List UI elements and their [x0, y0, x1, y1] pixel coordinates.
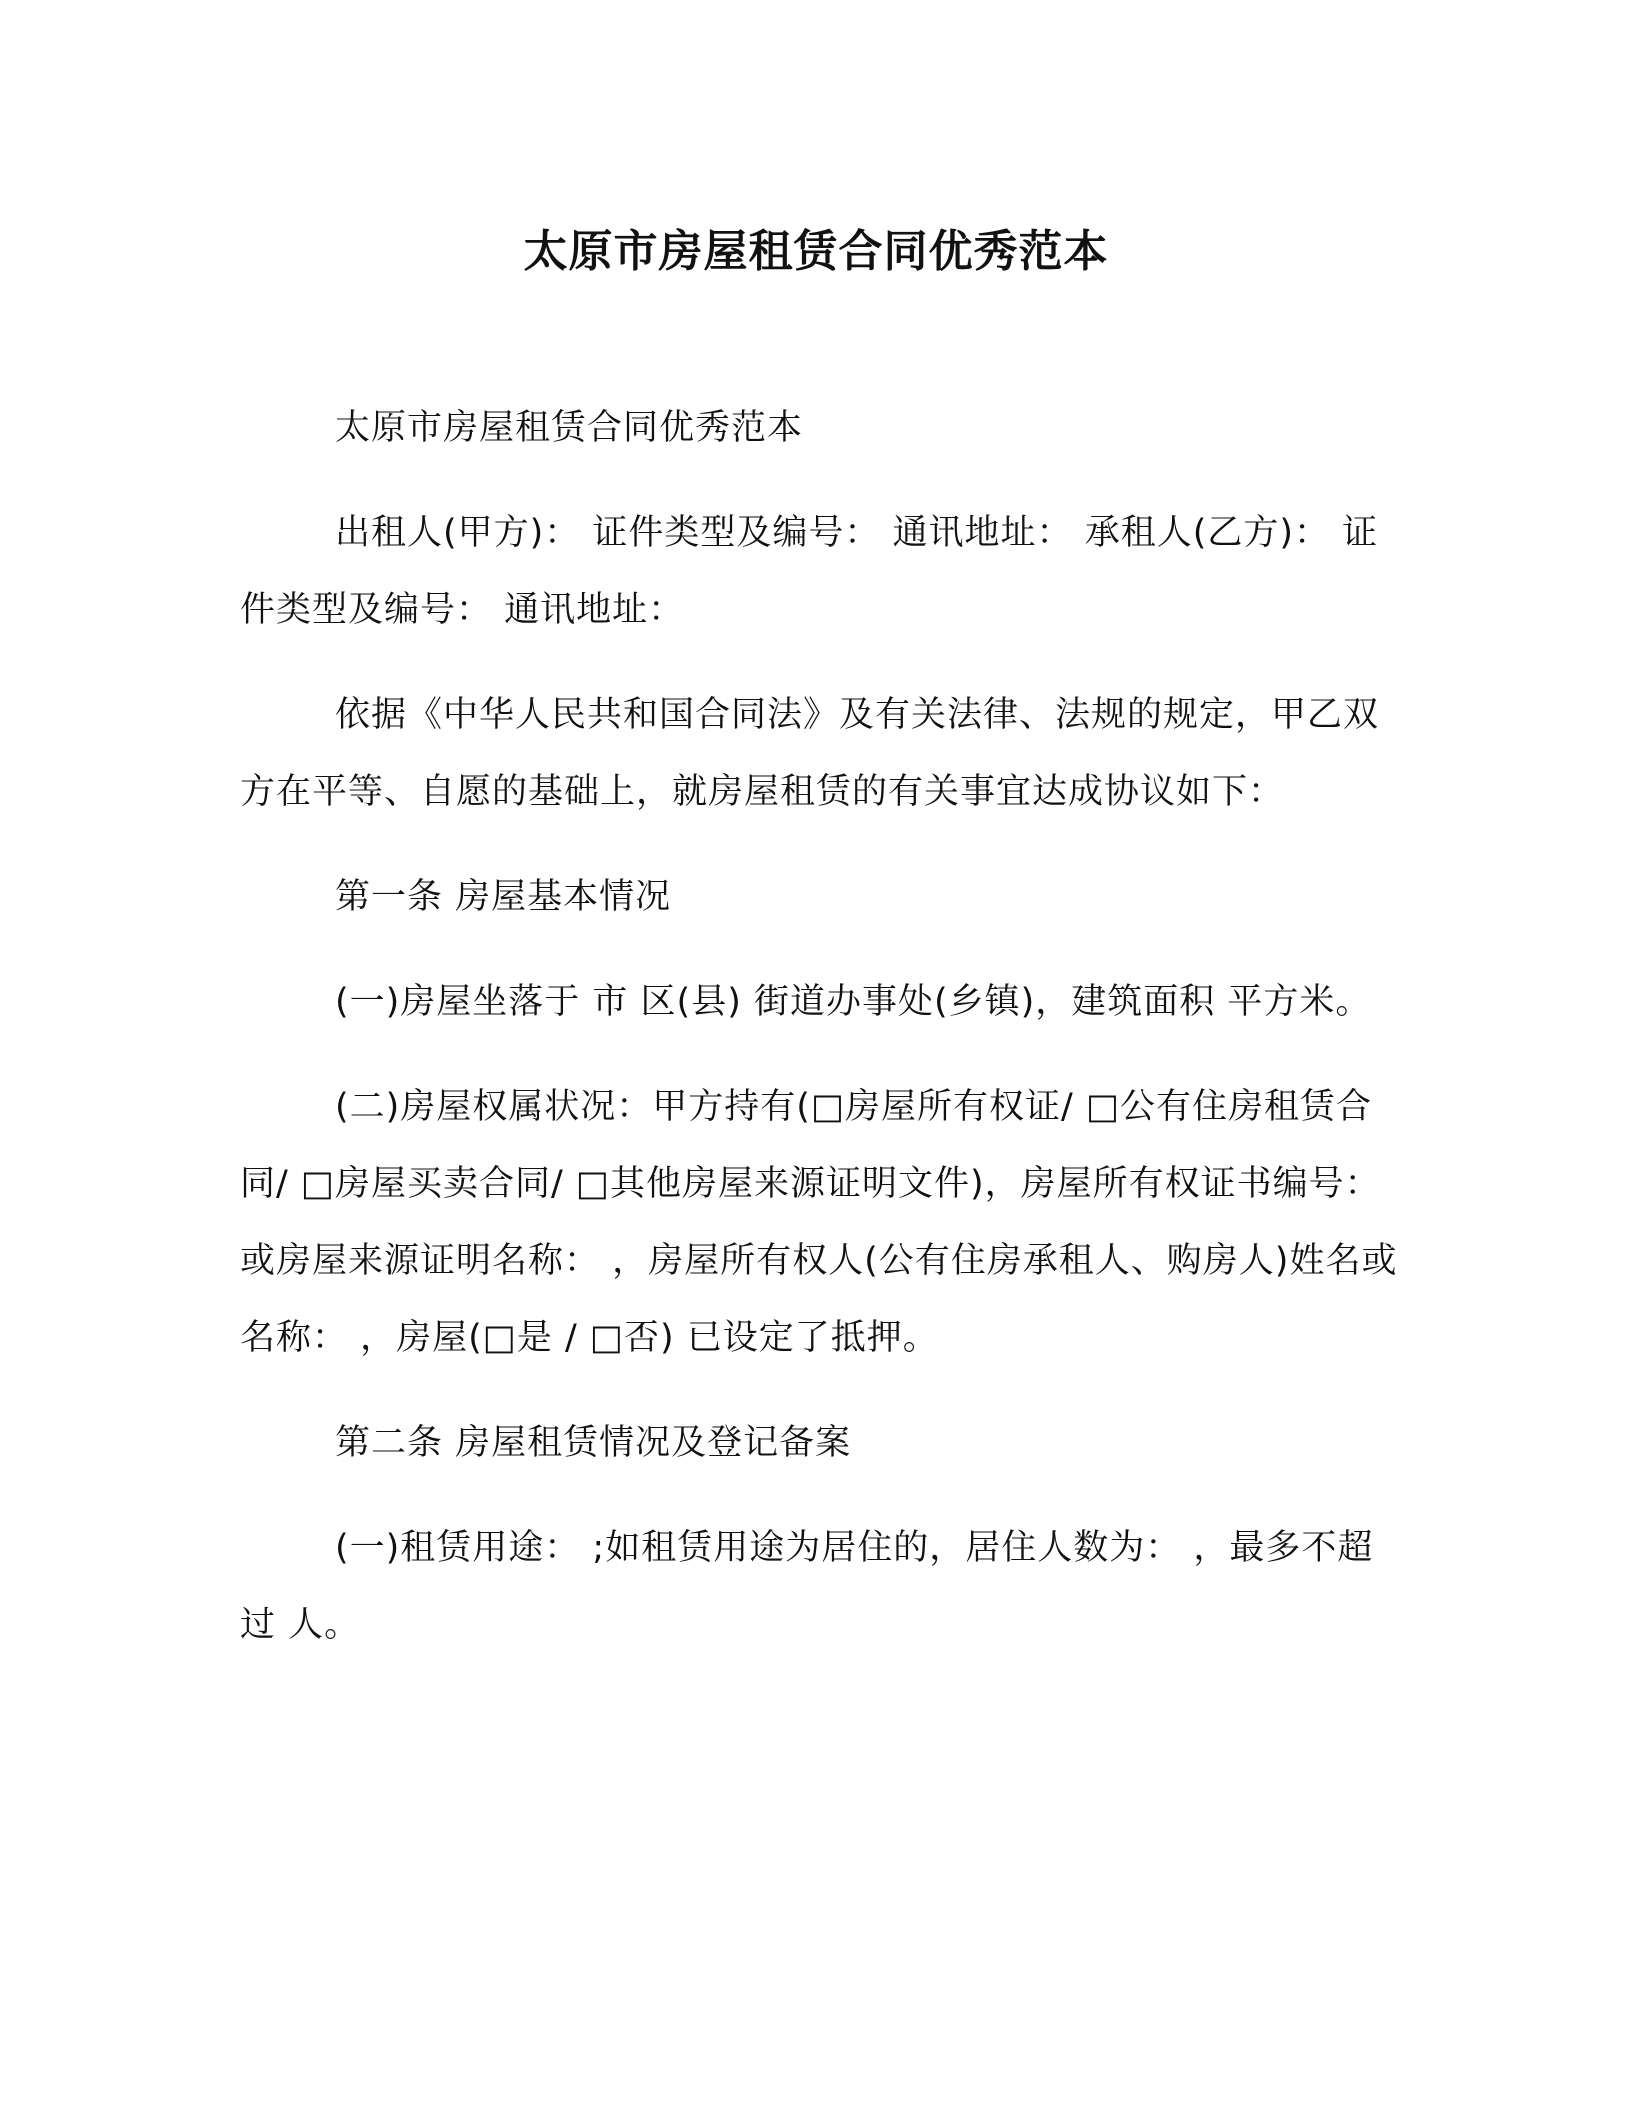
article-1-item-1: (一)房屋坐落于 市 区(县) 街道办事处(乡镇)，建筑面积 平方米。 — [335, 982, 1372, 1022]
paragraph-parties: 出租人(甲方)： 证件类型及编号： 通讯地址： 承租人(乙方)： 证件类型及编号： 通讯地址： — [240, 513, 1379, 630]
article-2-heading: 第二条 房屋租赁情况及登记备案 — [335, 1423, 852, 1463]
document-body — [240, 390, 1400, 1692]
article-1-item-2: (二)房屋权属状况：甲方持有(□房屋所有权证/ □公有住房租赁合同/ □房屋买卖合同/ □其他房屋来源证明文件)，房屋所有权证书编号： 或房屋来源证明名称： ，房屋所有权人(公有住房承租人、购房人)姓名或名称： ，房屋(□是 / □否) 已设定了抵押。 — [240, 1087, 1398, 1358]
paragraph-preamble: 依据《中华人民共和国合同法》及有关法律、法规的规定，甲乙双方在平等、自愿的基础上，就房屋租赁的有关事宜达成协议如下： — [240, 695, 1380, 812]
article-2-item-1: (一)租赁用途： ;如租赁用途为居住的，居住人数为： ，最多不超过 人。 — [240, 1528, 1374, 1645]
document-title: 太原市房屋租赁合同优秀范本 — [523, 226, 1109, 277]
article-1-heading: 第一条 房屋基本情况 — [335, 877, 672, 917]
paragraph-subtitle: 太原市房屋租赁合同优秀范本 — [335, 408, 804, 448]
